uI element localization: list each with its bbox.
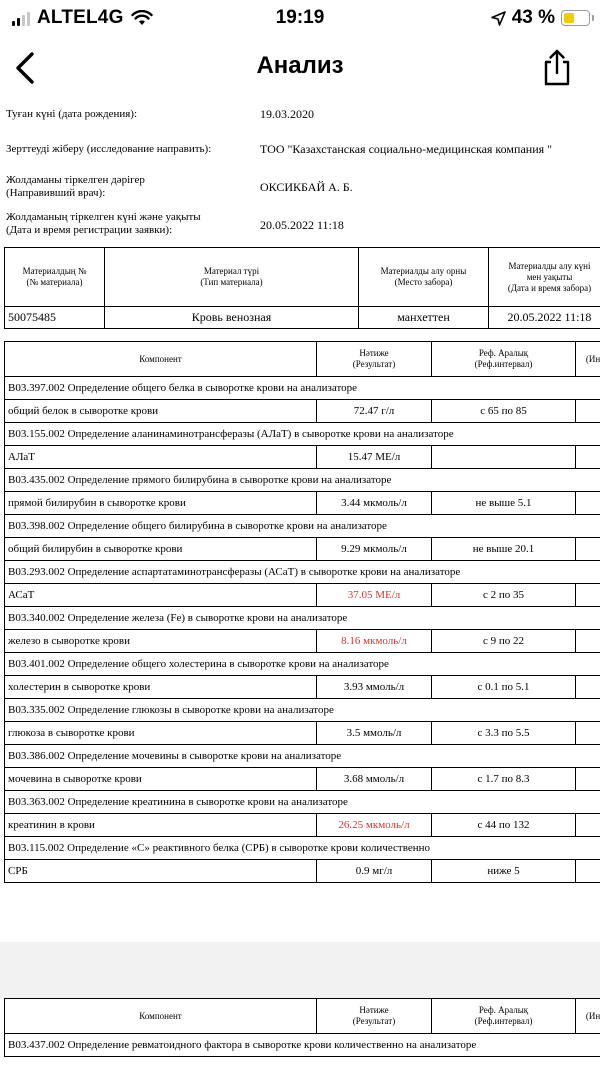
test-group-title: B03.398.002 Определение общего билирубина в сыворотке крови на анализаторе	[5, 515, 600, 538]
battery-level-fill	[564, 13, 574, 23]
test-group-row	[5, 791, 600, 814]
header-extra: (Ин	[576, 999, 600, 1034]
results-header	[5, 342, 600, 377]
header-collection-date: Материалды алу күні мен уақыты (Дата и время забора)	[489, 248, 600, 307]
result-value: 72.47 г/л	[317, 400, 432, 423]
header-material-type: Материал түрі (Тип материала)	[105, 248, 359, 307]
result-value: 0.9 мг/л	[317, 860, 432, 883]
result-value: 3.93 ммоль/л	[317, 676, 432, 699]
reference-interval: с 9 по 22	[432, 630, 576, 653]
collection-date: 20.05.2022 11:18	[489, 307, 600, 329]
extra-cell	[576, 446, 600, 469]
test-group-row	[5, 423, 600, 446]
reference-interval: с 2 по 35	[432, 584, 576, 607]
page-break	[0, 942, 600, 998]
test-group-row	[5, 561, 600, 584]
result-value: 37.05 МЕ/л	[317, 584, 432, 607]
share-button[interactable]	[540, 48, 574, 88]
reference-interval: с 1.7 по 8.3	[432, 768, 576, 791]
registration-date-label	[6, 211, 201, 237]
test-group-row	[5, 745, 600, 768]
test-group-row	[5, 699, 600, 722]
component-name: прямой билирубин в сыворотке крови	[5, 492, 317, 515]
extra-cell	[576, 768, 600, 791]
header-material-number: Материалдың № (№ материала)	[5, 248, 105, 307]
reference-interval: с 65 по 85	[432, 400, 576, 423]
navigation-bar	[0, 36, 600, 100]
header-collection-site: Материалды алу орны (Место забора)	[359, 248, 489, 307]
test-group-title: B03.340.002 Определение железа (Fe) в сыворотке крови на анализаторе	[5, 607, 600, 630]
test-result-row	[5, 768, 600, 791]
test-group-title: B03.155.002 Определение аланинаминотрансферазы (АЛаТ) в сыворотке крови на анализаторе	[5, 423, 600, 446]
component-name: холестерин в сыворотке крови	[5, 676, 317, 699]
test-group-row	[5, 607, 600, 630]
page-title: Анализ	[256, 52, 344, 79]
component-name: мочевина в сыворотке крови	[5, 768, 317, 791]
component-name: АСаТ	[5, 584, 317, 607]
reference-interval: с 0.1 по 5.1	[432, 676, 576, 699]
share-icon	[540, 48, 574, 88]
test-group-title: B03.335.002 Определение глюкозы в сыворотке крови на анализаторе	[5, 699, 600, 722]
test-result-row	[5, 584, 600, 607]
component-name: АЛаТ	[5, 446, 317, 469]
referral-value: ТОО "Казахстанская социально-медицинская компания "	[260, 142, 553, 156]
test-result-row	[5, 446, 600, 469]
reference-interval: ниже 5	[432, 860, 576, 883]
reference-interval	[432, 446, 576, 469]
test-group-title: B03.437.002 Определение ревматоидного фактора в сыворотке крови количественно на анализаторе	[5, 1034, 600, 1057]
test-group-title: B03.435.002 Определение прямого билирубина в сыворотке крови на анализаторе	[5, 469, 600, 492]
test-group-row	[5, 377, 600, 400]
results-table-page-2	[4, 998, 600, 1057]
test-group-row	[5, 1034, 600, 1057]
extra-cell	[576, 584, 600, 607]
result-value: 8.16 мкмоль/л	[317, 630, 432, 653]
header-result: Нәтиже (Результат)	[317, 342, 432, 377]
extra-cell	[576, 630, 600, 653]
extra-cell	[576, 400, 600, 423]
carrier-name: ALTEL4G	[37, 7, 124, 28]
material-type: Кровь венозная	[105, 307, 359, 329]
test-result-row	[5, 814, 600, 837]
extra-cell	[576, 538, 600, 561]
component-name: железо в сыворотке крови	[5, 630, 317, 653]
referring-doctor-label-kz: Жолдаманы тіркелген дәрігер	[6, 174, 145, 186]
reference-interval: с 3.3 по 5.5	[432, 722, 576, 745]
test-result-row	[5, 400, 600, 423]
birth-date-value: 19.03.2020	[260, 107, 314, 121]
test-result-row	[5, 722, 600, 745]
test-group-title: B03.401.002 Определение общего холестерина в сыворотке крови на анализаторе	[5, 653, 600, 676]
referring-doctor-label	[6, 174, 145, 200]
result-value: 9.29 мкмоль/л	[317, 538, 432, 561]
header-extra: (Ин	[576, 342, 600, 377]
test-group-row	[5, 837, 600, 860]
test-group-title: B03.397.002 Определение общего белка в сыворотке крови на анализаторе	[5, 377, 600, 400]
test-result-row	[5, 676, 600, 699]
result-value: 3.44 мкмоль/л	[317, 492, 432, 515]
header-component: Компонент	[5, 342, 317, 377]
birth-date-label: Туған күні (дата рождения):	[6, 108, 138, 120]
header-component: Компонент	[5, 999, 317, 1034]
clock: 19:19	[275, 7, 325, 28]
test-group-title: B03.115.002 Определение «С» реактивного белка (СРБ) в сыворотке крови количественно	[5, 837, 600, 860]
battery-icon	[561, 10, 590, 26]
sample-table-header	[5, 248, 600, 307]
test-group-row	[5, 469, 600, 492]
reference-interval: не выше 20.1	[432, 538, 576, 561]
test-result-row	[5, 538, 600, 561]
battery-percent: 43 %	[511, 7, 555, 28]
component-name: общий билирубин в сыворотке крови	[5, 538, 317, 561]
referring-doctor-value: ОКСИКБАЙ А. Б.	[260, 180, 353, 194]
test-result-row	[5, 630, 600, 653]
test-group-row	[5, 515, 600, 538]
test-group-title: B03.386.002 Определение мочевины в сыворотке крови на анализаторе	[5, 745, 600, 768]
sample-table	[4, 247, 600, 329]
collection-site: манхеттен	[359, 307, 489, 329]
test-result-row	[5, 860, 600, 883]
header-reference: Реф. Аралық (Реф.интервал)	[432, 342, 576, 377]
analysis-document[interactable]	[0, 100, 600, 1066]
status-bar	[0, 0, 600, 36]
right-status-group	[491, 7, 590, 29]
header-reference: Реф. Аралық (Реф.интервал)	[432, 999, 576, 1034]
extra-cell	[576, 676, 600, 699]
location-arrow-icon	[491, 11, 506, 26]
referral-label: Зерттеуді жіберу (исследование направить):	[6, 143, 212, 155]
result-value: 15.47 МЕ/л	[317, 446, 432, 469]
reference-interval: с 44 по 132	[432, 814, 576, 837]
extra-cell	[576, 860, 600, 883]
extra-cell	[576, 492, 600, 515]
result-value: 26.25 мкмоль/л	[317, 814, 432, 837]
results-table	[4, 341, 600, 883]
registration-date-value: 20.05.2022 11:18	[260, 218, 344, 232]
component-name: креатинин в крови	[5, 814, 317, 837]
header-result: Нәтиже (Результат)	[317, 999, 432, 1034]
registration-date-label-kz: Жолдаманың тіркелген күні және уақыты	[6, 211, 201, 223]
results-header-page-2	[5, 999, 600, 1034]
material-number: 50075485	[5, 307, 105, 329]
extra-cell	[576, 722, 600, 745]
test-group-title: B03.363.002 Определение креатинина в сыворотке крови на анализаторе	[5, 791, 600, 814]
result-value: 3.5 ммоль/л	[317, 722, 432, 745]
component-name: глюкоза в сыворотке крови	[5, 722, 317, 745]
test-result-row	[5, 492, 600, 515]
component-name: общий белок в сыворотке крови	[5, 400, 317, 423]
reference-interval: не выше 5.1	[432, 492, 576, 515]
sample-row	[5, 307, 600, 329]
test-group-title: B03.293.002 Определение аспартатаминотрансферазы (АСаТ) в сыворотке крови на анализаторе	[5, 561, 600, 584]
test-group-row	[5, 653, 600, 676]
result-value: 3.68 ммоль/л	[317, 768, 432, 791]
registration-date-label-ru: (Дата и время регистрации заявки):	[6, 224, 173, 236]
component-name: СРБ	[5, 860, 317, 883]
referring-doctor-label-ru: (Направивший врач):	[6, 187, 106, 199]
extra-cell	[576, 814, 600, 837]
